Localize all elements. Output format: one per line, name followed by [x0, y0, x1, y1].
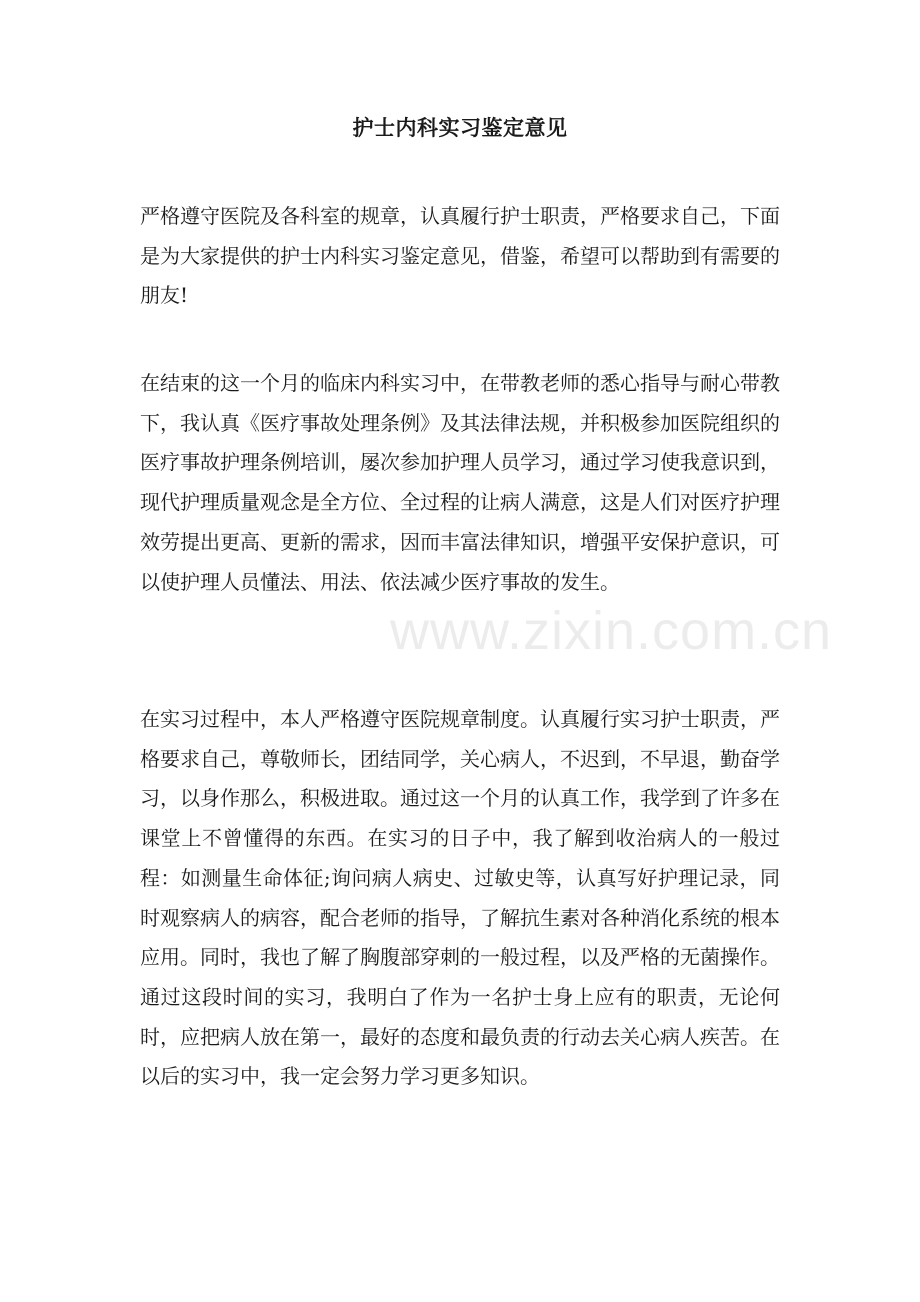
- paragraph-internship-experience: 在实习过程中，本人严格遵守医院规章制度。认真履行实习护士职责，严格要求自己，尊敬师长，团结同学，关心病人，不迟到，不早退，勤奋学习，以身作那么，积极进取。通过这一个月的认真工作，我学到了许多在课堂上不曾懂得的东西。在实习的日子中，我了解到收治病人的一般过程：如测量生命体征;询问病人病史、过敏史等，认真写好护理记录，同时观察病人的病容，配合老师的指导，了解抗生素对各种消化系统的根本应用。同时，我也了解了胸腹部穿刺的一般过程，以及严格的无菌操作。通过这段时间的实习，我明白了作为一名护士身上应有的职责，无论何时，应把病人放在第一，最好的态度和最负责的行动去关心病人疾苦。在以后的实习中，我一定会努力学习更多知识。: [140, 707, 780, 1089]
- paragraph-legal-study: 在结束的这一个月的临床内科实习中，在带教老师的悉心指导与耐心带教下，我认真《医疗事故处理条例》及其法律法规，并积极参加医院组织的医疗事故护理条例培训，屡次参加护理人员学习，通过学习使我意识到，现代护理质量观念是全方位、全过程的让病人满意，这是人们对医疗护理效劳提出更高、更新的需求，因而丰富法律知识，增强平安保护意识，可以使护理人员懂法、用法、依法减少医疗事故的发生。: [140, 371, 780, 594]
- paragraph-intro: 严格遵守医院及各科室的规章，认真履行护士职责，严格要求自己，下面是为大家提供的护士内科实习鉴定意见，借鉴，希望可以帮助到有需要的朋友!: [140, 204, 780, 308]
- watermark: www.zixin.com.cn: [390, 601, 833, 661]
- document-title: 护士内科实习鉴定意见: [352, 115, 568, 140]
